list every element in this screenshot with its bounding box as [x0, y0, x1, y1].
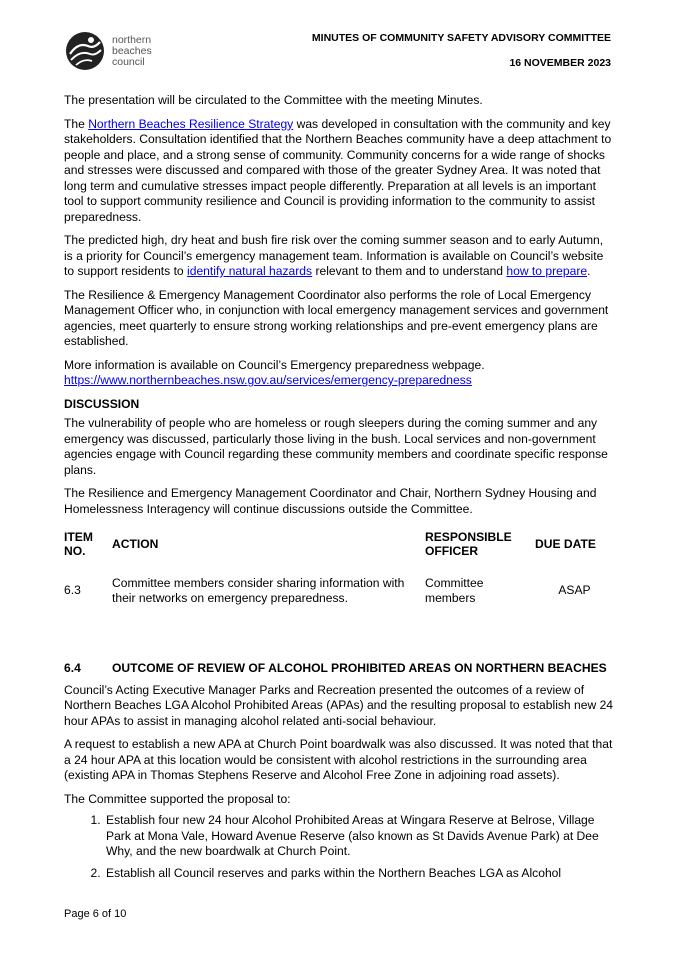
paragraph: The vulnerability of people who are homeless or rough sleepers during the coming summer and any emergency was discussed, particularly those living in the bush. Local services and non-government agencies engage with Council regarding these community members and coordinate specific response plans.: [64, 416, 608, 477]
natural-hazards-link[interactable]: identify natural hazards: [187, 264, 313, 278]
paragraph: Council’s Acting Executive Manager Parks and Recreation presented the outcomes of a review of Northern Beaches LGA Alcohol Prohibited Areas (APAs) and the resulting proposal to establish new 24 hour APAs to assist in managing alcohol related anti-social behaviour.: [64, 682, 614, 728]
proposal-list: [64, 813, 614, 881]
text: relevant to them and to understand: [312, 264, 507, 278]
text: The: [64, 116, 89, 131]
column-header-action: ACTION: [112, 537, 159, 551]
text: was developed in consultation with the community and key stakeholders. Consultation identified that the Northern Beaches community have a deep attachment to people and place, and a strong sense of community. Community concerns for a wide range of shocks and stresses were discussed and compared with those of the greater Sydney Area. It was noted that long term and cumulative stresses impact people differently. Preparation at all levels is an important tool to support community resilience and Council is providing information to the community to assist preparedness.: [64, 116, 612, 224]
paragraph: [64, 117, 614, 226]
discussion-heading: DISCUSSION: [64, 396, 140, 411]
document-title: MINUTES OF COMMUNITY SAFETY ADVISORY COMMITTEE: [311, 32, 611, 44]
logo-line: northern: [112, 33, 152, 46]
paragraph: The presentation will be circulated to the Committee with the meeting Minutes.: [64, 93, 483, 107]
column-header-due: DUE DATE: [535, 537, 596, 551]
paragraph: The Resilience & Emergency Management Coordinator also performs the role of Local Emergency Management Officer who, in conjunction with local emergency management services and government agencies, meet quarterly to ensure strong working relationships and pre-event emergency plans are established.: [64, 287, 609, 348]
paragraph: A request to establish a new APA at Church Point boardwalk was also discussed. It was noted that that a 24 hour APA at this location would be consistent with alcohol restrictions in the surrounding area (existing APA in Thomas Stephens Reserve and Alcohol Free Zone in adjoining road assets).: [64, 737, 613, 782]
logo-line: beaches: [112, 44, 152, 57]
page-content: [64, 93, 614, 887]
paragraph: [64, 358, 614, 389]
section-number: 6.4: [64, 661, 81, 675]
how-to-prepare-link[interactable]: how to prepare: [506, 264, 588, 278]
section-heading: [64, 661, 614, 677]
text: The predicted high, dry heat and bush fire risk over the coming summer season and to early Autumn, is a priority for Council’s emergency management team. Information is available on Council’s website to support residents to: [64, 233, 604, 278]
cell-item: 6.3: [64, 583, 81, 598]
column-header-item: ITEM NO.: [64, 530, 93, 558]
table-row: [64, 561, 614, 621]
paragraph: [64, 233, 614, 280]
action-table: [64, 527, 614, 621]
logo-text: [112, 35, 152, 68]
page-number: Page 6 of 10: [64, 908, 127, 920]
paragraph: The Resilience and Emergency Management Coordinator and Chair, Northern Sydney Housing and Homelessness Interagency will continue discussions outside the Committee.: [64, 486, 597, 516]
list-item: 1. Establish four new 24 hour Alcohol Prohibited Areas at Wingara Reserve at Belrose, Village Park at Mona Vale, Howard Avenue Reserve (also known as St Davids Avenue Park) at Dee Why, and the new boardwalk at Church Point.: [104, 813, 614, 860]
logo-line: council: [112, 55, 145, 68]
section-title: OUTCOME OF REVIEW OF ALCOHOL PROHIBITED AREAS ON NORTHERN BEACHES: [112, 661, 607, 675]
cell-action: Committee members consider sharing information with their networks on emergency preparedness.: [112, 575, 405, 605]
list-item: 2. Establish all Council reserves and parks within the Northern Beaches LGA as Alcohol: [104, 866, 614, 882]
document-date: 16 NOVEMBER 2023: [509, 57, 611, 69]
paragraph: The Committee supported the proposal to:: [64, 791, 291, 806]
text: More information is available on Council’s Emergency preparedness webpage.: [64, 357, 485, 372]
cell-due: ASAP: [558, 583, 591, 598]
resilience-strategy-link[interactable]: Northern Beaches Resilience Strategy: [88, 116, 294, 131]
council-logo: [64, 30, 152, 72]
emergency-preparedness-link[interactable]: https://www.northernbeaches.nsw.gov.au/services/emergency-preparedness: [64, 373, 472, 387]
council-emblem-icon: [64, 30, 106, 72]
text: .: [587, 264, 591, 278]
cell-officer: Committee members: [425, 575, 484, 605]
column-header-officer: RESPONSIBLE OFFICER: [425, 530, 512, 558]
